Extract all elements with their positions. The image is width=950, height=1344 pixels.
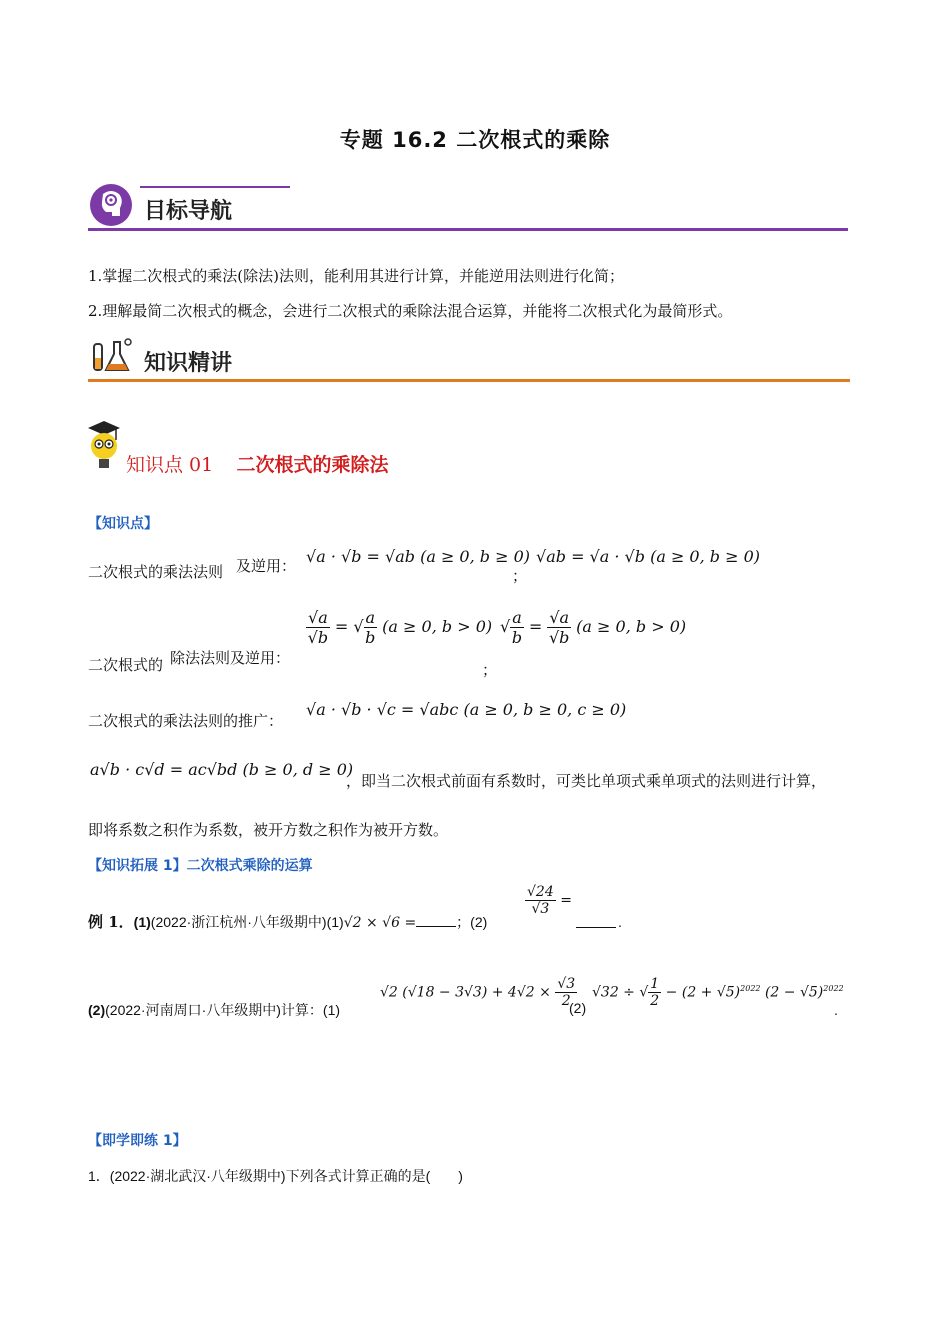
div-formula-2: √ $\frac{a}{b}$ = $\frac{√a}{√b}$ (a ≥ 0, b > 0) — [500, 608, 687, 647]
knowledge-point-title: 二次根式的乘除法 — [236, 454, 389, 476]
knowledge-point-heading — [126, 450, 388, 477]
section-heading-knowledge: 知识精讲 — [144, 351, 233, 376]
div-condition-2: (a ≥ 0, b > 0) — [576, 617, 687, 636]
ext1-tag: 【知识拓展 1】二次根式乘除的运算 — [88, 858, 313, 874]
scholar-mascot-icon — [86, 418, 122, 470]
mult-formula-2: √ab = √a · √b (a ≥ 0, b ≥ 0) — [536, 547, 761, 566]
example1-p2-expr2: √32 ÷ √ $\frac{1}{2}$ − $(2 + √5)^{2022}$ $(2 - √5)^{2022}$ — [592, 976, 844, 1009]
example1-p1-sep: ；(2) — [456, 914, 488, 930]
practice-question-1: 1．(2022·湖北武汉·八年级期中)下列各式计算正确的是( ) — [88, 1168, 463, 1184]
mult-formula-1: √a · √b = √ab (a ≥ 0, b ≥ 0) — [306, 547, 531, 566]
mult-rule-label — [88, 562, 223, 582]
div-formula-1: $\frac{√a}{√b}$ = √ $\frac{a}{b}$ (a ≥ 0, b > 0) — [307, 608, 493, 647]
example1-p2-expr2a: √32 ÷ — [592, 984, 635, 1001]
objective-2: 2.理解最简二次根式的概念，会进行二次根式的乘除法混合运算，并能将二次根式化为最简形式。 — [88, 302, 733, 320]
ext-rule-label: 二次根式的乘法法则的推广： — [88, 712, 284, 730]
objective-1: 1.掌握二次根式的乘法(除法)法则，能利用其进行计算，并能逆用法则进行化简； — [88, 267, 625, 285]
example1-p2-num: (2) — [88, 1002, 106, 1018]
example1-p1-fraction: $\frac{√24}{√3}$ = — [527, 884, 572, 917]
coef-formula: a√b · c√d = ac√bd (b ≥ 0, d ≥ 0) — [90, 760, 354, 779]
example1-part2 — [88, 1000, 340, 1020]
exponent-2: 2022 — [823, 983, 844, 993]
separator-1: ； — [512, 567, 528, 585]
brain-head-icon — [88, 182, 134, 228]
ext-formula: √a · √b · √c = √abc (a ≥ 0, b ≥ 0, c ≥ 0) — [306, 700, 627, 719]
example1-p2-mid: (2) — [569, 1000, 587, 1016]
example1-p1-num: (1) — [133, 914, 151, 930]
page-title: 专题 16.2 二次根式的乘除 — [339, 128, 611, 152]
example1-p2-expr1: √2 (√18 − 3√3) + 4√2 × $\frac{√3}{2}$ — [380, 976, 576, 1009]
example1-p2-tail: . — [834, 1002, 838, 1018]
example1-p2-expr2b: − (2 + √5) — [665, 984, 741, 1001]
div-rule-label-b: 除法法则及逆用： — [170, 649, 291, 667]
div-condition-1: (a ≥ 0, b > 0) — [382, 617, 493, 636]
banner-bottom-rule-2 — [88, 379, 850, 382]
kp-tag: 【知识点】 — [88, 516, 158, 532]
coef-text-2: 即将系数之积作为系数，被开方数之积作为被开方数。 — [88, 821, 449, 839]
section-banner-knowledge — [88, 334, 850, 384]
knowledge-point-label: 知识点 01 — [126, 454, 214, 476]
separator-2: ； — [482, 661, 498, 679]
coef-text: ，即当二次根式前面有系数时，可类比单项式乘单项式的法则进行计算， — [346, 772, 827, 790]
div-rule-label-a: 二次根式的 — [88, 656, 164, 674]
mult-rule-label-a: 二次根式的乘法法则 — [88, 563, 224, 581]
example1-p1-source: (2022·浙江杭州·八年级期中)(1) — [150, 914, 344, 930]
example1-lead: 例 1． — [88, 913, 134, 931]
section-heading-objectives: 目标导航 — [144, 199, 233, 224]
example1-p2-expr1-text: √2 (√18 − 3√3) + 4√2 × — [380, 984, 551, 1001]
banner-bottom-rule — [88, 228, 848, 231]
exponent-1: 2022 — [740, 983, 761, 993]
section-banner-objectives — [88, 182, 848, 232]
practice-tag: 【即学即练 1】 — [88, 1133, 187, 1149]
answer-blank-1[interactable] — [416, 914, 456, 927]
example1-p1-tail: . — [618, 914, 622, 930]
answer-blank-2[interactable] — [576, 927, 616, 928]
mult-rule-label-b: 及逆用： — [236, 557, 297, 575]
example1-p1-expr: √2 × √6 = — [343, 915, 417, 931]
example1-p2-source: (2022·河南周口·八年级期中)计算：(1) — [105, 1002, 341, 1018]
example1-part1 — [88, 912, 487, 932]
example1-p2-expr2c: (2 − √5) — [764, 984, 824, 1001]
banner-top-rule — [140, 186, 290, 188]
lab-flask-icon — [88, 334, 136, 380]
